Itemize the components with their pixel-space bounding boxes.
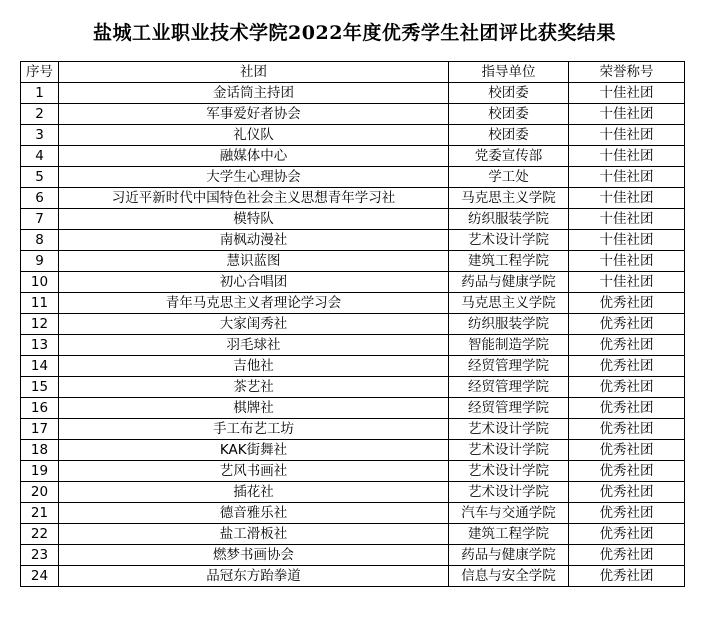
club-name: 大家闺秀社 (59, 314, 449, 335)
club-name: KAK街舞社 (59, 440, 449, 461)
row-number: 15 (21, 377, 59, 398)
club-name: 茶艺社 (59, 377, 449, 398)
guiding-unit: 药品与健康学院 (449, 272, 569, 293)
club-name: 燃梦书画协会 (59, 545, 449, 566)
honor-title: 优秀社团 (569, 377, 685, 398)
table-row (21, 230, 685, 251)
guiding-unit: 校团委 (449, 125, 569, 146)
club-name: 棋牌社 (59, 398, 449, 419)
guiding-unit: 智能制造学院 (449, 335, 569, 356)
row-number: 1 (21, 83, 59, 104)
table-row (21, 314, 685, 335)
table-row (21, 356, 685, 377)
row-number: 9 (21, 251, 59, 272)
table-row (21, 146, 685, 167)
guiding-unit: 艺术设计学院 (449, 440, 569, 461)
guiding-unit: 建筑工程学院 (449, 251, 569, 272)
honor-title: 十佳社团 (569, 83, 685, 104)
row-number: 10 (21, 272, 59, 293)
guiding-unit: 学工处 (449, 167, 569, 188)
club-name: 礼仪队 (59, 125, 449, 146)
honor-title: 优秀社团 (569, 545, 685, 566)
document-title: 盐城工业职业技术学院2022年度优秀学生社团评比获奖结果 (93, 22, 616, 44)
table-row (21, 566, 685, 587)
honor-title: 优秀社团 (569, 566, 685, 587)
table-row (21, 167, 685, 188)
table-row (21, 293, 685, 314)
honor-title: 优秀社团 (569, 314, 685, 335)
honor-title: 优秀社团 (569, 440, 685, 461)
table-row (21, 461, 685, 482)
header-number: 序号 (21, 62, 59, 83)
row-number: 13 (21, 335, 59, 356)
table-row (21, 272, 685, 293)
guiding-unit: 艺术设计学院 (449, 482, 569, 503)
row-number: 17 (21, 419, 59, 440)
honor-title: 十佳社团 (569, 167, 685, 188)
honor-title: 优秀社团 (569, 524, 685, 545)
table-row (21, 83, 685, 104)
table-header-row (21, 62, 685, 83)
club-name: 盐工滑板社 (59, 524, 449, 545)
club-name: 融媒体中心 (59, 146, 449, 167)
honor-title: 十佳社团 (569, 125, 685, 146)
row-number: 12 (21, 314, 59, 335)
club-name: 插花社 (59, 482, 449, 503)
honor-title: 十佳社团 (569, 188, 685, 209)
table-row (21, 524, 685, 545)
club-name: 习近平新时代中国特色社会主义思想青年学习社 (59, 188, 449, 209)
table-row (21, 503, 685, 524)
guiding-unit: 党委宣传部 (449, 146, 569, 167)
table-row (21, 251, 685, 272)
header-club: 社团 (59, 62, 449, 83)
guiding-unit: 马克思主义学院 (449, 293, 569, 314)
row-number: 8 (21, 230, 59, 251)
guiding-unit: 汽车与交通学院 (449, 503, 569, 524)
club-name: 南枫动漫社 (59, 230, 449, 251)
row-number: 19 (21, 461, 59, 482)
honor-title: 优秀社团 (569, 461, 685, 482)
club-name: 军事爱好者协会 (59, 104, 449, 125)
club-name: 手工布艺工坊 (59, 419, 449, 440)
guiding-unit: 艺术设计学院 (449, 461, 569, 482)
honor-title: 优秀社团 (569, 419, 685, 440)
club-name: 大学生心理协会 (59, 167, 449, 188)
guiding-unit: 经贸管理学院 (449, 377, 569, 398)
table-row (21, 482, 685, 503)
row-number: 5 (21, 167, 59, 188)
table-row (21, 209, 685, 230)
honor-title: 十佳社团 (569, 230, 685, 251)
awards-table (20, 61, 685, 587)
club-name: 慧识蓝图 (59, 251, 449, 272)
row-number: 7 (21, 209, 59, 230)
club-name: 羽毛球社 (59, 335, 449, 356)
table-row (21, 104, 685, 125)
honor-title: 十佳社团 (569, 251, 685, 272)
row-number: 23 (21, 545, 59, 566)
honor-title: 十佳社团 (569, 146, 685, 167)
table-body (21, 83, 685, 587)
table-row (21, 440, 685, 461)
club-name: 德音雅乐社 (59, 503, 449, 524)
club-name: 品冠东方跆拳道 (59, 566, 449, 587)
honor-title: 十佳社团 (569, 209, 685, 230)
guiding-unit: 纺织服装学院 (449, 314, 569, 335)
honor-title: 优秀社团 (569, 503, 685, 524)
guiding-unit: 校团委 (449, 104, 569, 125)
row-number: 18 (21, 440, 59, 461)
honor-title: 优秀社团 (569, 482, 685, 503)
table-row (21, 125, 685, 146)
honor-title: 优秀社团 (569, 293, 685, 314)
guiding-unit: 纺织服装学院 (449, 209, 569, 230)
row-number: 22 (21, 524, 59, 545)
guiding-unit: 校团委 (449, 83, 569, 104)
guiding-unit: 经贸管理学院 (449, 356, 569, 377)
guiding-unit: 信息与安全学院 (449, 566, 569, 587)
club-name: 金话筒主持团 (59, 83, 449, 104)
row-number: 14 (21, 356, 59, 377)
guiding-unit: 药品与健康学院 (449, 545, 569, 566)
club-name: 青年马克思主义者理论学习会 (59, 293, 449, 314)
row-number: 21 (21, 503, 59, 524)
row-number: 3 (21, 125, 59, 146)
row-number: 6 (21, 188, 59, 209)
row-number: 20 (21, 482, 59, 503)
honor-title: 十佳社团 (569, 104, 685, 125)
guiding-unit: 建筑工程学院 (449, 524, 569, 545)
table-row (21, 398, 685, 419)
club-name: 模特队 (59, 209, 449, 230)
table-row (21, 545, 685, 566)
header-honor-title: 荣誉称号 (569, 62, 685, 83)
table-row (21, 188, 685, 209)
table-row (21, 419, 685, 440)
row-number: 24 (21, 566, 59, 587)
guiding-unit: 经贸管理学院 (449, 398, 569, 419)
row-number: 11 (21, 293, 59, 314)
club-name: 吉他社 (59, 356, 449, 377)
row-number: 2 (21, 104, 59, 125)
honor-title: 优秀社团 (569, 335, 685, 356)
honor-title: 十佳社团 (569, 272, 685, 293)
guiding-unit: 艺术设计学院 (449, 419, 569, 440)
table-row (21, 335, 685, 356)
club-name: 艺风书画社 (59, 461, 449, 482)
table-row (21, 377, 685, 398)
row-number: 16 (21, 398, 59, 419)
honor-title: 优秀社团 (569, 398, 685, 419)
honor-title: 优秀社团 (569, 356, 685, 377)
club-name: 初心合唱团 (59, 272, 449, 293)
guiding-unit: 艺术设计学院 (449, 230, 569, 251)
row-number: 4 (21, 146, 59, 167)
header-guiding-unit: 指导单位 (449, 62, 569, 83)
guiding-unit: 马克思主义学院 (449, 188, 569, 209)
